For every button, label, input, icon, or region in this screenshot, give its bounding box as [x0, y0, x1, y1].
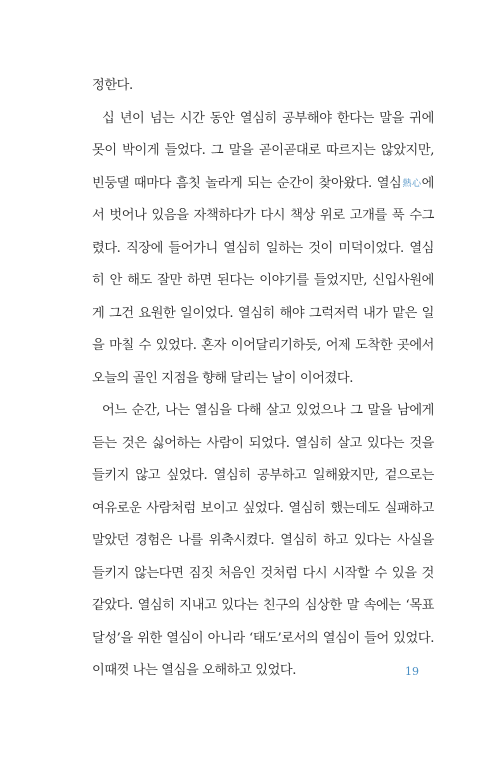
text-line: 게 그건 요원한 일이었다. 열심히 해야 그럭저럭 내가 맡은 일: [92, 305, 434, 321]
text-line: 못이 박이게 들었다. 그 말을 곧이곧대로 따르지는 않았지만,: [92, 143, 434, 158]
hanja-annotation: 熱心: [401, 178, 422, 189]
text-line: 듣는 것은 싫어하는 사람이 되었다. 열심히 살고 있다는 것을: [92, 435, 434, 451]
text-line: 십 년이 넘는 시간 동안 열심히 공부해야 한다는 말을 귀에: [102, 110, 434, 126]
text-line: 정한다.: [92, 78, 133, 93]
text-line: 히 안 해도 잘만 하면 된다는 이야기를 들었지만, 신입사원에: [92, 273, 434, 288]
text-line: 여유로운 사람처럼 보이고 싶었다. 열심히 했는데도 실패하고: [92, 500, 434, 516]
text-line: 들키지 않는다면 짐짓 처음인 것처럼 다시 시작할 수 있을 것: [92, 565, 434, 581]
text-line: 들키지 않고 싶었다. 열심히 공부하고 일해왔지만, 겉으로는: [92, 468, 434, 483]
text-line: 같았다. 열심히 지내고 있다는 친구의 심상한 말 속에는 ‘목표: [92, 598, 434, 613]
hanja-suffix: 에: [421, 175, 434, 191]
text-line: 서 벗어나 있음을 자책하다가 다시 책상 위로 고개를 푹 수그: [92, 208, 434, 223]
text-line: 을 마칠 수 있었다. 혼자 이어달리기하듯, 어제 도착한 곳에서: [92, 338, 434, 353]
text-line: 말았던 경험은 나를 위축시켰다. 열심히 하고 있다는 사실을: [92, 533, 434, 548]
page-number: 19: [405, 665, 419, 678]
text-line-segment: 빈둥댈 때마다 흠칫 놀라게 되는 순간이 찾아왔다. 열심: [92, 175, 402, 191]
text-line: 어느 순간, 나는 열심을 다해 살고 있었으나 그 말을 남에게: [102, 403, 434, 418]
book-page-text: [92, 70, 434, 688]
text-line: 렸다. 직장에 들어가니 열심히 일하는 것이 미덕이었다. 열심: [92, 240, 434, 256]
text-line: 이때껏 나는 열심을 오해하고 있었다.: [92, 663, 297, 678]
text-line: 달성’을 위한 열심이 아니라 ‘태도’로서의 열심이 들어 있었다.: [92, 630, 434, 646]
text-line-with-hanja: [92, 168, 434, 201]
text-line: 오늘의 골인 지점을 향해 달리는 날이 이어졌다.: [92, 370, 353, 386]
